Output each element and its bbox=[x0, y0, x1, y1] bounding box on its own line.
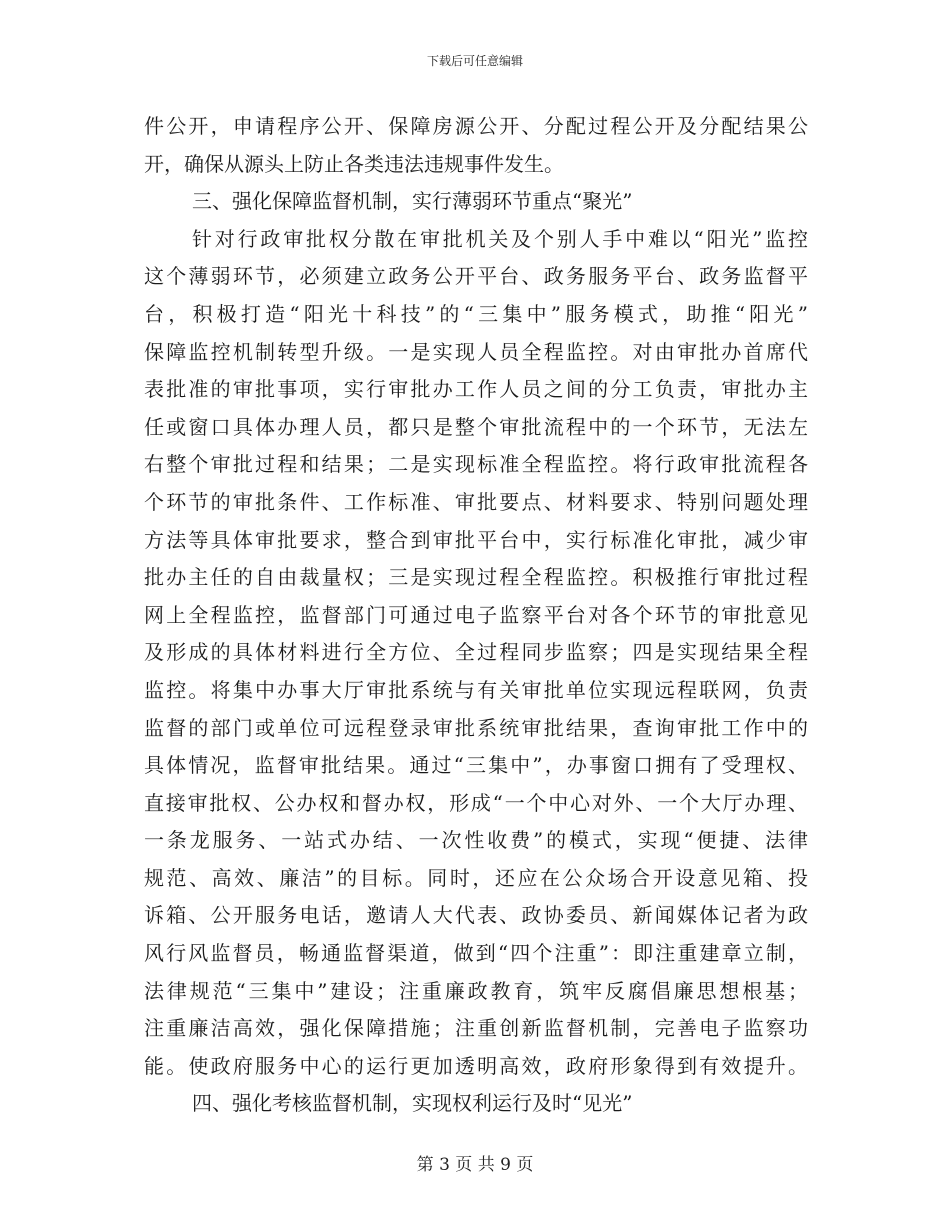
body-line: 能。使政府服务中心的运行更加透明高效，政府形象得到有效提升。 bbox=[144, 1053, 808, 1078]
body-line: 法律规范“三集中”建设；注重廉政教育，筑牢反腐倡廉思想根基； bbox=[144, 978, 808, 1003]
body-line: 直接审批权、公办权和督办权，形成“一个中心对外、一个大厅办理、 bbox=[144, 790, 808, 815]
body-line: 开，确保从源头上防止各类违法违规事件发生。 bbox=[144, 151, 564, 176]
body-line: 方法等具体审批要求，整合到审批平台中，实行标准化审批，减少审 bbox=[144, 527, 808, 552]
body-line: 针对行政审批权分散在审批机关及个别人手中难以“阳光”监控 bbox=[192, 226, 808, 251]
body-line: 及形成的具体材料进行全方位、全过程同步监察；四是实现结果全程 bbox=[144, 640, 808, 665]
section-heading: 四、强化考核监督机制，实现权利运行及时“见光” bbox=[192, 1091, 633, 1116]
body-line: 规范、高效、廉洁”的目标。同时，还应在公众场合开设意见箱、投 bbox=[144, 865, 808, 890]
page-number: 第 3 页 共 9 页 bbox=[416, 1155, 534, 1175]
body-line: 诉箱、公开服务电话，邀请人大代表、政协委员、新闻媒体记者为政 bbox=[144, 903, 808, 928]
body-line: 任或窗口具体办理人员，都只是整个审批流程中的一个环节，无法左 bbox=[144, 414, 808, 439]
page-header-note: 下载后可任意编辑 bbox=[426, 54, 523, 68]
document-body bbox=[144, 108, 808, 1123]
body-line: 批办主任的自由裁量权；三是实现过程全程监控。积极推行审批过程 bbox=[144, 565, 808, 590]
body-line: 注重廉洁高效，强化保障措施；注重创新监督机制，完善电子监察功 bbox=[144, 1016, 808, 1041]
body-line: 网上全程监控，监督部门可通过电子监察平台对各个环节的审批意见 bbox=[144, 602, 808, 627]
body-line: 一条龙服务、一站式办结、一次性收费”的模式，实现“便捷、法律 bbox=[144, 828, 808, 853]
body-line: 监督的部门或单位可远程登录审批系统审批结果，查询审批工作中的 bbox=[144, 715, 808, 740]
section-heading: 三、强化保障监督机制，实行薄弱环节重点“聚光” bbox=[192, 189, 633, 214]
body-line: 右整个审批过程和结果；二是实现标准全程监控。将行政审批流程各 bbox=[144, 452, 808, 477]
body-line: 保障监控机制转型升级。一是实现人员全程监控。对由审批办首席代 bbox=[144, 339, 808, 364]
body-line: 表批准的审批事项，实行审批办工作人员之间的分工负责，审批办主 bbox=[144, 377, 808, 402]
body-line: 个环节的审批条件、工作标准、审批要点、材料要求、特别问题处理 bbox=[144, 489, 808, 514]
body-line: 具体情况，监督审批结果。通过“三集中”，办事窗口拥有了受理权、 bbox=[144, 753, 808, 778]
body-line: 监控。将集中办事大厅审批系统与有关审批单位实现远程联网，负责 bbox=[144, 677, 808, 702]
body-line: 这个薄弱环节，必须建立政务公开平台、政务服务平台、政务监督平 bbox=[144, 264, 808, 289]
body-line: 风行风监督员，畅通监督渠道，做到“四个注重”：即注重建章立制， bbox=[144, 941, 808, 966]
body-line: 件公开，申请程序公开、保障房源公开、分配过程公开及分配结果公 bbox=[144, 114, 808, 138]
body-line: 台，积极打造“阳光十科技”的“三集中”服务模式，助推“阳光” bbox=[144, 301, 808, 326]
